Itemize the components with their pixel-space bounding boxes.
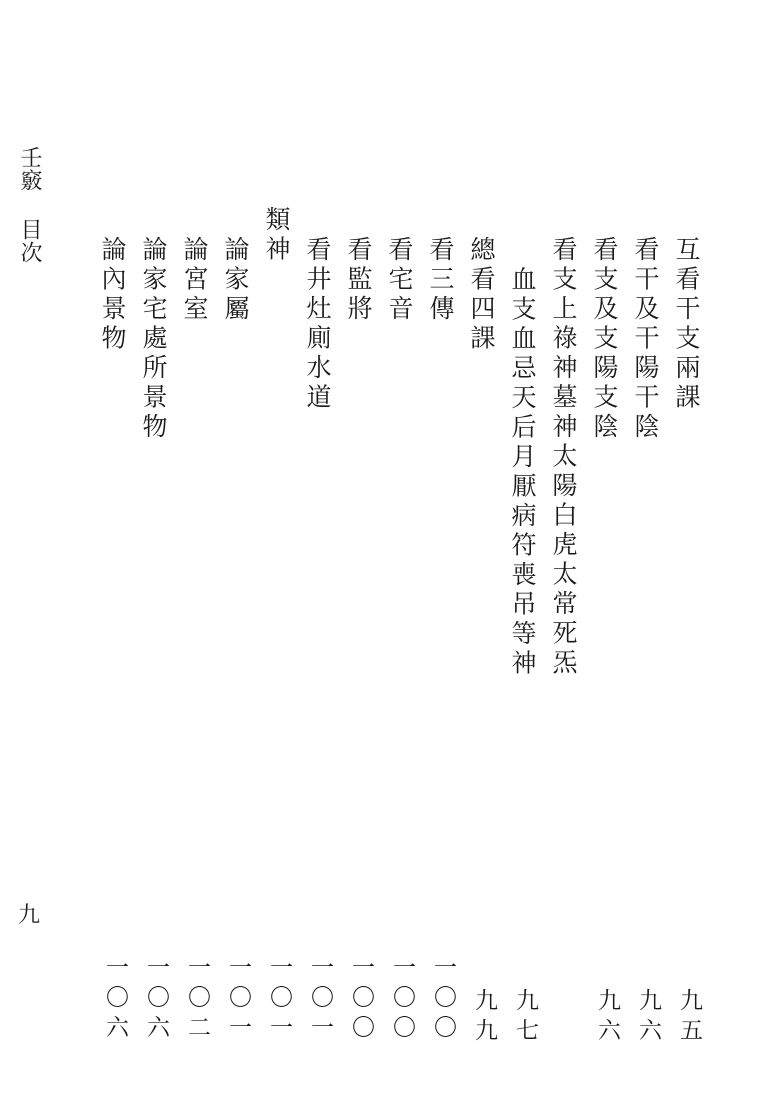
toc-entry-title: 看三傳 [426, 236, 455, 325]
toc-entry-page: 九五 [676, 988, 702, 1048]
toc-entry-page: 一〇〇 [430, 955, 456, 1045]
toc-entry-title: 看干及干陽干陰 [631, 236, 660, 443]
toc-entry-page: 一〇〇 [348, 955, 374, 1045]
book-title: 壬竅 [17, 146, 42, 192]
toc-entry-page: 一〇六 [143, 955, 169, 1045]
toc-entry-page: 一〇一 [307, 955, 333, 1045]
toc-entry-title: 總看四課 [467, 236, 496, 354]
toc-entry-page: 九六 [594, 988, 620, 1048]
toc-entry-title: 看支上祿神墓神太陽白虎太常死炁 [549, 236, 578, 679]
toc-entry-title: 看監將 [344, 236, 373, 325]
toc-entry-title: 論內景物 [98, 236, 127, 354]
toc-entry-page: 一〇一 [266, 955, 292, 1045]
toc-entry-title: 血支血忌天后月厭病符喪吊等神 [508, 266, 537, 679]
toc-entry-title: 論宮室 [180, 236, 209, 325]
toc-entry-title: 論家屬 [221, 236, 250, 325]
toc-entry-page: 九九 [471, 988, 497, 1048]
toc-entry-page: 九七 [512, 988, 538, 1048]
section-title: 目次 [17, 218, 42, 264]
toc-entry-title: 看井灶廁水道 [303, 236, 332, 413]
toc-entry-page: 一〇〇 [389, 955, 415, 1045]
toc-entry-page: 一〇六 [102, 955, 128, 1045]
toc-entry-title: 互看干支兩課 [672, 236, 701, 413]
page-number: 九 [18, 903, 41, 928]
toc-entry-page: 一〇一 [225, 955, 251, 1045]
toc-entry-page: 一〇二 [184, 955, 210, 1045]
toc-category-title: 類神 [262, 206, 291, 265]
toc-entry-title: 論家宅處所景物 [139, 236, 168, 443]
toc-entry-page: 九六 [635, 988, 661, 1048]
toc-entry-title: 看宅音 [385, 236, 414, 325]
toc-entry-title: 看支及支陽支陰 [590, 236, 619, 443]
